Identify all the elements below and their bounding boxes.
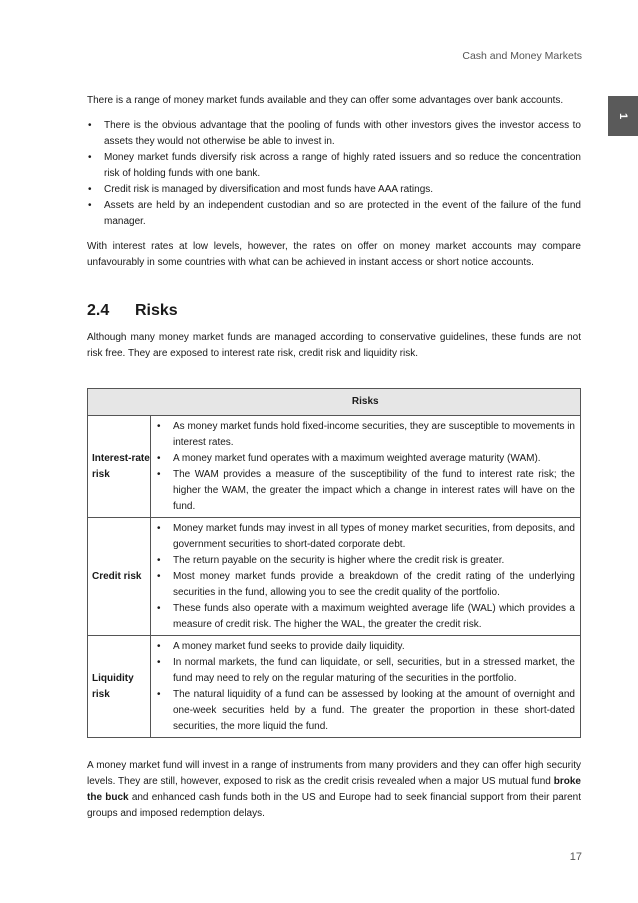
risk-bullets (156, 639, 575, 735)
list-item: • Credit risk is managed by diversification and most funds have AAA ratings. (87, 182, 581, 198)
list-item: • These funds also operate with a maximum weighted average life (WAL) which provides a measure of credit risk. The higher the WAL, the greater the credit risk. (156, 601, 575, 633)
running-header: Cash and Money Markets (462, 50, 582, 62)
section-title: Risks (135, 302, 178, 319)
row-label-interest-rate-risk: Interest-rate risk (88, 416, 151, 518)
list-item: • There is the obvious advantage that the pooling of funds with other investors gives the investor access to assets they would not otherwise be able to invest in. (87, 118, 581, 150)
list-item: • Assets are held by an independent custodian and so are protected in the event of the failure of the fund manager. (87, 198, 581, 230)
row-content (151, 636, 581, 738)
risk-bullets (156, 419, 575, 515)
table-row (88, 416, 581, 518)
advantages-list (87, 118, 581, 230)
list-item: • The return payable on the security is higher where the credit risk is greater. (156, 553, 575, 569)
list-item: • A money market fund seeks to provide daily liquidity. (156, 639, 575, 655)
list-item: • The WAM provides a measure of the susceptibility of the fund to interest rate risk; the higher the WAM, the greater the impact which a change in interest rates will have on the fund. (156, 467, 575, 515)
list-item: • In normal markets, the fund can liquidate, or sell, securities, but in a stressed market, the fund may need to rely on the regular maturing of the securities in the portfolio. (156, 655, 575, 687)
table-corner-cell (88, 389, 151, 416)
section-number: 2.4 (87, 302, 110, 319)
page-number: 17 (569, 851, 582, 863)
page-content (87, 93, 581, 822)
row-label-credit-risk: Credit risk (88, 518, 151, 636)
row-content (151, 518, 581, 636)
table-header: Risks (151, 389, 581, 416)
table-row (88, 518, 581, 636)
closing-paragraph (87, 758, 581, 822)
table-row (88, 636, 581, 738)
list-item: • As money market funds hold fixed-income securities, they are susceptible to movements in interest rates. (156, 419, 575, 451)
emphasis-term: broke the buck (87, 776, 581, 803)
list-item: • Most money market funds provide a breakdown of the credit rating of the underlying securities in the fund, allowing you to see the credit quality of the portfolio. (156, 569, 575, 601)
chapter-number: 1 (617, 112, 629, 120)
list-item: • Money market funds may invest in all types of money market securities, from deposits, and government securities to short-dated corporate debt. (156, 521, 575, 553)
risk-bullets (156, 521, 575, 633)
rates-paragraph: With interest rates at low levels, however, the rates on offer on money market accounts may compare unfavourably in some countries with what can be achieved in instant access or short notice accounts. (87, 241, 581, 268)
section-intro: Although many money market funds are managed according to conservative guidelines, these funds are not risk free. They are exposed to interest rate risk, credit risk and liquidity risk. (87, 332, 581, 359)
section-heading (87, 301, 581, 321)
list-item: • Money market funds diversify risk across a range of highly rated issuers and so reduce the concentration risk of holding funds with one bank. (87, 150, 581, 182)
row-content (151, 416, 581, 518)
row-label-liquidity-risk: Liquidity risk (88, 636, 151, 738)
closing-text-end: and enhanced cash funds both in the US and Europe had to seek financial support from their parent groups and imposed redemption delays. (87, 792, 581, 819)
chapter-tab (608, 96, 638, 136)
list-item: • The natural liquidity of a fund can be assessed by looking at the amount of overnight and one-week securities held by a fund. The greater the proportion in these short-dated securities, the more liquid the fund. (156, 687, 575, 735)
intro-paragraph: There is a range of money market funds available and they can offer some advantages over bank accounts. (87, 95, 564, 106)
risks-table (87, 388, 581, 738)
table-header-row (88, 389, 581, 416)
list-item: • A money market fund operates with a maximum weighted average maturity (WAM). (156, 451, 575, 467)
closing-text-start: A money market fund will invest in a range of instruments from many providers and they can offer high security levels. They are still, however, exposed to risk as the credit crisis revealed when a major US mutual fund (87, 760, 581, 787)
